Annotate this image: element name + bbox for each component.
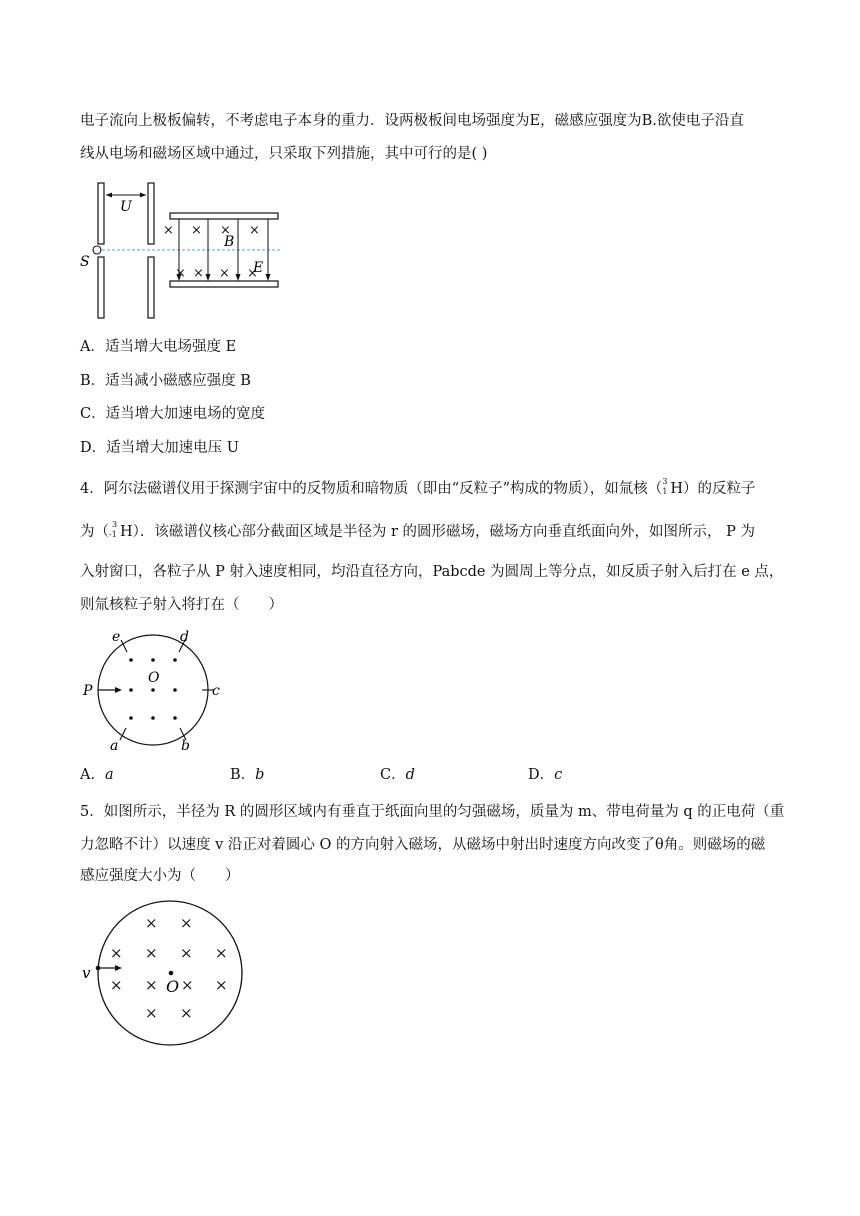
q4-option-d (528, 765, 562, 785)
svg-text:×: × (145, 1004, 158, 1022)
label-O: O (148, 670, 160, 686)
svg-text:×: × (145, 976, 158, 994)
svg-text:×: × (145, 944, 158, 962)
svg-text:×: × (163, 223, 174, 238)
label-a: a (110, 738, 119, 754)
anti-tritium-mass-number: 3 (112, 520, 118, 529)
anti-tritium-isotope-notation (109, 520, 120, 539)
svg-text:×: × (191, 223, 202, 238)
q4-stem-line-4: 则氚核粒子射入将打在（ ） (80, 597, 283, 613)
label-E: E (253, 260, 264, 276)
svg-text:×: × (215, 976, 228, 994)
q4-option-a (80, 765, 114, 785)
q5-figure-circular-field (78, 898, 243, 1048)
anti-tritium-charge-number: -1 (109, 530, 117, 539)
q4-line2-text-end: H）．该磁谱仪核心部分截面区域是半径为 r 的圆形磁场，磁场方向垂直纸面向外，如图所示， P 为 (120, 524, 756, 540)
q4-stem-line-3: 入射窗口，各粒子从 P 射入速度相同，均沿直径方向，Pabcde 为圆周上等分点，如反质子射入后打在 e 点， (80, 564, 784, 580)
q4-option-d-value: c (554, 767, 563, 783)
q4-option-b-value: b (255, 767, 265, 783)
label-P: P (83, 683, 93, 699)
q5-stem-line-3: 感应强度大小为（ ） (80, 868, 240, 884)
svg-text:×: × (215, 944, 228, 962)
q3-option-d: D．适当增大加速电压 U (80, 440, 239, 456)
q4-option-b-letter: B． (230, 767, 256, 783)
svg-text:×: × (193, 266, 204, 281)
q4-stem-line-1 (80, 479, 755, 499)
svg-text:×: × (247, 266, 258, 281)
svg-text:×: × (219, 266, 230, 281)
q4-option-a-value: a (104, 767, 114, 783)
label-e: e (112, 629, 121, 645)
label-b: b (181, 738, 190, 754)
svg-text:×: × (249, 223, 260, 238)
q4-line1-text: 4．阿尔法磁谱仪用于探测宇宙中的反物质和暗物质（即由“反粒子”构成的物质），如氚核（ (80, 481, 663, 497)
q4-option-c-value: d (405, 767, 415, 783)
label-c: c (212, 683, 220, 699)
svg-text:×: × (180, 1004, 193, 1022)
q3-stem-line-1: 电子流向上极板偏转，不考虑电子本身的重力．设两极板间电场强度为E，磁感应强度为B.欲使电子沿直 (80, 113, 744, 129)
q4-option-d-letter: D． (528, 767, 555, 783)
q4-option-c (380, 765, 415, 785)
q4-line1-text-end: H）的反粒子 (670, 481, 756, 497)
q4-figure-circular-field (80, 628, 230, 753)
q3-stem-line-2: 线从电场和磁场区域中通过，只采取下列措施，其中可行的是( ) (80, 146, 488, 162)
label-B: B (224, 234, 235, 250)
q5-stem-line-2: 力忽略不计）以速度 v 沿正对着圆心 O 的方向射入磁场，从磁场中射出时速度方向改变了θ角。则磁场的磁 (80, 837, 766, 853)
label-O: O (166, 977, 180, 996)
label-S: S (80, 254, 90, 270)
svg-text:×: × (110, 976, 123, 994)
q5-stem-line-1: 5．如图所示，半径为 R 的圆形区域内有垂直于纸面向里的匀强磁场，质量为 m、带电荷量为 q 的正电荷（重 (80, 804, 785, 820)
q3-option-c: C．适当增大加速电场的宽度 (80, 406, 266, 422)
svg-text:×: × (180, 944, 193, 962)
q4-option-c-letter: C． (380, 767, 406, 783)
svg-text:×: × (145, 914, 158, 932)
label-d: d (180, 629, 189, 645)
svg-text:×: × (110, 944, 123, 962)
svg-text:×: × (181, 976, 194, 994)
tritium-mass-number: 3 (662, 477, 668, 486)
svg-text:×: × (175, 266, 186, 281)
svg-text:×: × (180, 914, 193, 932)
q3-option-a: A．适当增大电场强度 E (80, 339, 237, 355)
q4-stem-line-2 (80, 522, 755, 542)
q4-option-b (230, 765, 264, 785)
q3-option-b: B．适当减小磁感应强度 B (80, 373, 251, 389)
label-U: U (120, 199, 132, 215)
q4-option-a-letter: A． (80, 767, 105, 783)
q4-line2-text: 为（ (80, 524, 109, 540)
q3-figure-velocity-selector (78, 178, 283, 323)
label-v: v (82, 964, 91, 982)
tritium-charge-number: 1 (662, 487, 668, 496)
tritium-isotope-notation (662, 477, 670, 496)
svg-text:×: × (220, 223, 231, 238)
